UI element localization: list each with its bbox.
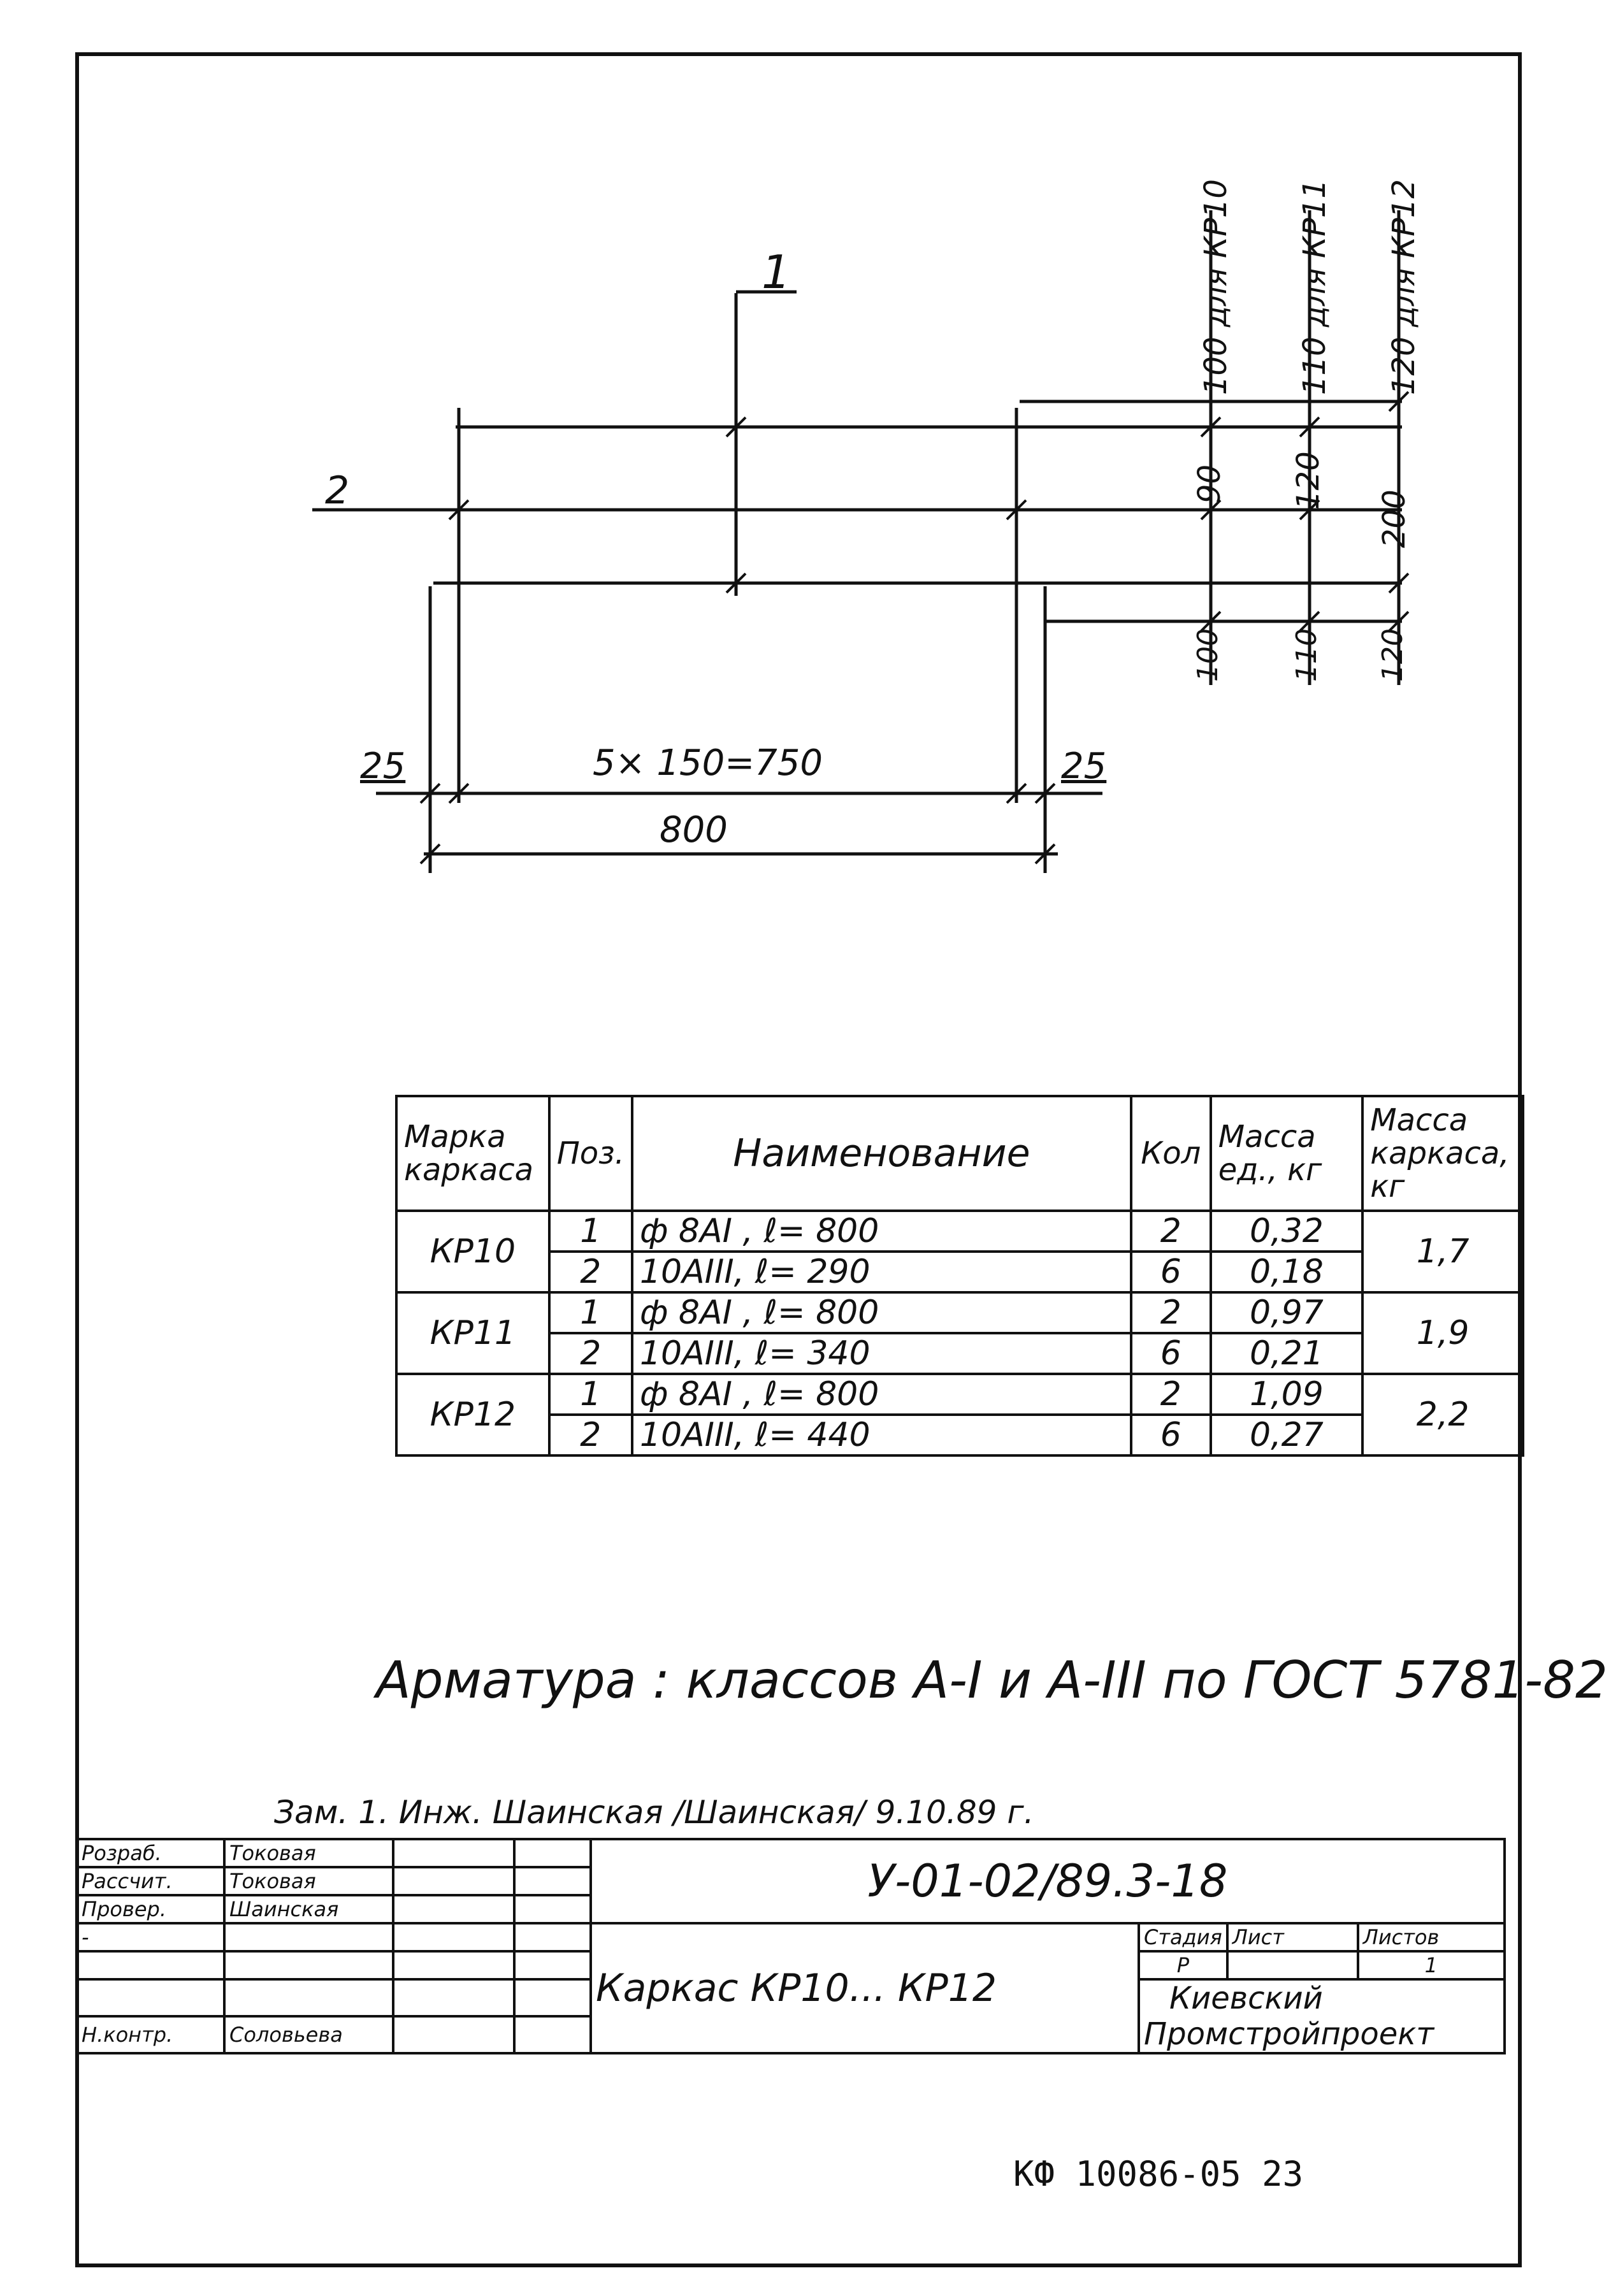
kp11-spacing-label: 110 для КР11 <box>1297 179 1333 395</box>
specification-header-row <box>396 1096 1523 1211</box>
position-cell: 2 <box>549 1333 632 1374</box>
organization-line-1: Киевский <box>1169 1981 1323 2016</box>
quantity-cell: 2 <box>1131 1374 1211 1415</box>
kp11-bottom-dimension: 110 <box>1290 628 1323 682</box>
dimension-left-label: 25 <box>360 746 406 787</box>
position-cell: 1 <box>549 1292 632 1333</box>
header-name: Наименование <box>632 1096 1131 1211</box>
unit-mass-cell: 0,18 <box>1211 1252 1363 1292</box>
unit-mass-cell: 1,09 <box>1211 1374 1363 1415</box>
role-calculator: Рассчит. <box>76 1867 224 1895</box>
header-frame-mark: Марка каркаса <box>396 1096 549 1211</box>
header-position: Поз. <box>549 1096 632 1211</box>
frame-mark-kp10: КР10 <box>396 1211 549 1292</box>
sheets-label: Листов <box>1358 1923 1505 1951</box>
table-row <box>396 1292 1523 1333</box>
document-code: У-01-02/89.3-18 <box>591 1839 1505 1923</box>
role-row-4: - <box>76 1923 224 1951</box>
sheet-value <box>1227 1951 1358 1979</box>
organization-name <box>1139 1979 1505 2053</box>
name-cell: ф 8АI , ℓ= 800 <box>632 1292 1131 1333</box>
callout-2-label: 2 <box>325 468 350 513</box>
table-row <box>396 1374 1523 1415</box>
drawing-title: Каркас КР10... КР12 <box>591 1923 1139 2053</box>
name-cell: ф 8АI , ℓ= 800 <box>632 1374 1131 1415</box>
stage-label: Стадия <box>1139 1923 1227 1951</box>
reinforcement-note: Арматура : классов А-I и А-III по ГОСТ 5781-82 <box>376 1650 1608 1710</box>
quantity-cell: 6 <box>1131 1415 1211 1455</box>
name-cell: 10АIII, ℓ= 440 <box>632 1415 1131 1455</box>
name-cell: ф 8АI , ℓ= 800 <box>632 1211 1131 1252</box>
specification-table <box>395 1095 1524 1457</box>
role-norm-control: Н.контр. <box>76 2016 224 2053</box>
table-row <box>396 1415 1523 1455</box>
dimension-right-label: 25 <box>1061 746 1107 787</box>
frame-mark-kp11: КР11 <box>396 1292 549 1374</box>
role-checker: Провер. <box>76 1895 224 1923</box>
position-cell: 2 <box>549 1252 632 1292</box>
quantity-cell: 6 <box>1131 1252 1211 1292</box>
quantity-cell: 2 <box>1131 1292 1211 1333</box>
table-row <box>396 1252 1523 1292</box>
header-frame-mass: Масса каркаса, кг <box>1362 1096 1523 1211</box>
role-developer: Розраб. <box>76 1839 224 1867</box>
kp10-middle-dimension: 90 <box>1192 464 1227 503</box>
sheets-value: 1 <box>1358 1951 1505 1979</box>
role-row-6 <box>76 1979 224 2016</box>
frame-mass-kp12: 2,2 <box>1362 1374 1523 1455</box>
name-norm-control: Соловьева <box>224 2016 393 2053</box>
sheet-label: Лист <box>1227 1923 1358 1951</box>
callout-1-label: 1 <box>762 245 791 299</box>
title-block <box>75 1838 1506 2054</box>
kp12-bottom-dimension: 120 <box>1376 628 1409 682</box>
table-row <box>396 1333 1523 1374</box>
organization-line-2: Промстройпроект <box>1144 2016 1434 2052</box>
position-cell: 1 <box>549 1374 632 1415</box>
position-cell: 2 <box>549 1415 632 1455</box>
unit-mass-cell: 0,21 <box>1211 1333 1363 1374</box>
change-note: Зам. 1. Инж. Шаинская /Шаинская/ 9.10.89 г. <box>274 1794 1034 1831</box>
kp11-middle-dimension: 120 <box>1290 451 1326 510</box>
quantity-cell: 2 <box>1131 1211 1211 1252</box>
frame-mass-kp10: 1,7 <box>1362 1211 1523 1292</box>
kp10-bottom-dimension: 100 <box>1192 628 1224 682</box>
name-cell: 10АIII, ℓ= 290 <box>632 1252 1131 1292</box>
name-checker: Шаинская <box>224 1895 393 1923</box>
name-developer: Токовая <box>224 1839 393 1867</box>
table-row <box>396 1211 1523 1252</box>
unit-mass-cell: 0,32 <box>1211 1211 1363 1252</box>
kp12-middle-dimension: 200 <box>1376 489 1412 548</box>
header-quantity: Кол <box>1131 1096 1211 1211</box>
dimension-total-label: 800 <box>660 809 728 851</box>
dimension-middle-label: 5× 150=750 <box>593 742 823 784</box>
header-unit-mass: Масса ед., кг <box>1211 1096 1363 1211</box>
unit-mass-cell: 0,97 <box>1211 1292 1363 1333</box>
kp12-spacing-label: 120 для КР12 <box>1386 179 1422 395</box>
name-calculator: Токовая <box>224 1867 393 1895</box>
frame-mass-kp11: 1,9 <box>1362 1292 1523 1374</box>
name-cell: 10АIII, ℓ= 340 <box>632 1333 1131 1374</box>
stage-value: Р <box>1139 1951 1227 1979</box>
role-row-5 <box>76 1951 224 1979</box>
quantity-cell: 6 <box>1131 1333 1211 1374</box>
archive-code: КФ 10086-05 23 <box>1013 2154 1304 2194</box>
frame-mark-kp12: КР12 <box>396 1374 549 1455</box>
position-cell: 1 <box>549 1211 632 1252</box>
unit-mass-cell: 0,27 <box>1211 1415 1363 1455</box>
kp10-spacing-label: 100 для КР10 <box>1198 179 1234 395</box>
